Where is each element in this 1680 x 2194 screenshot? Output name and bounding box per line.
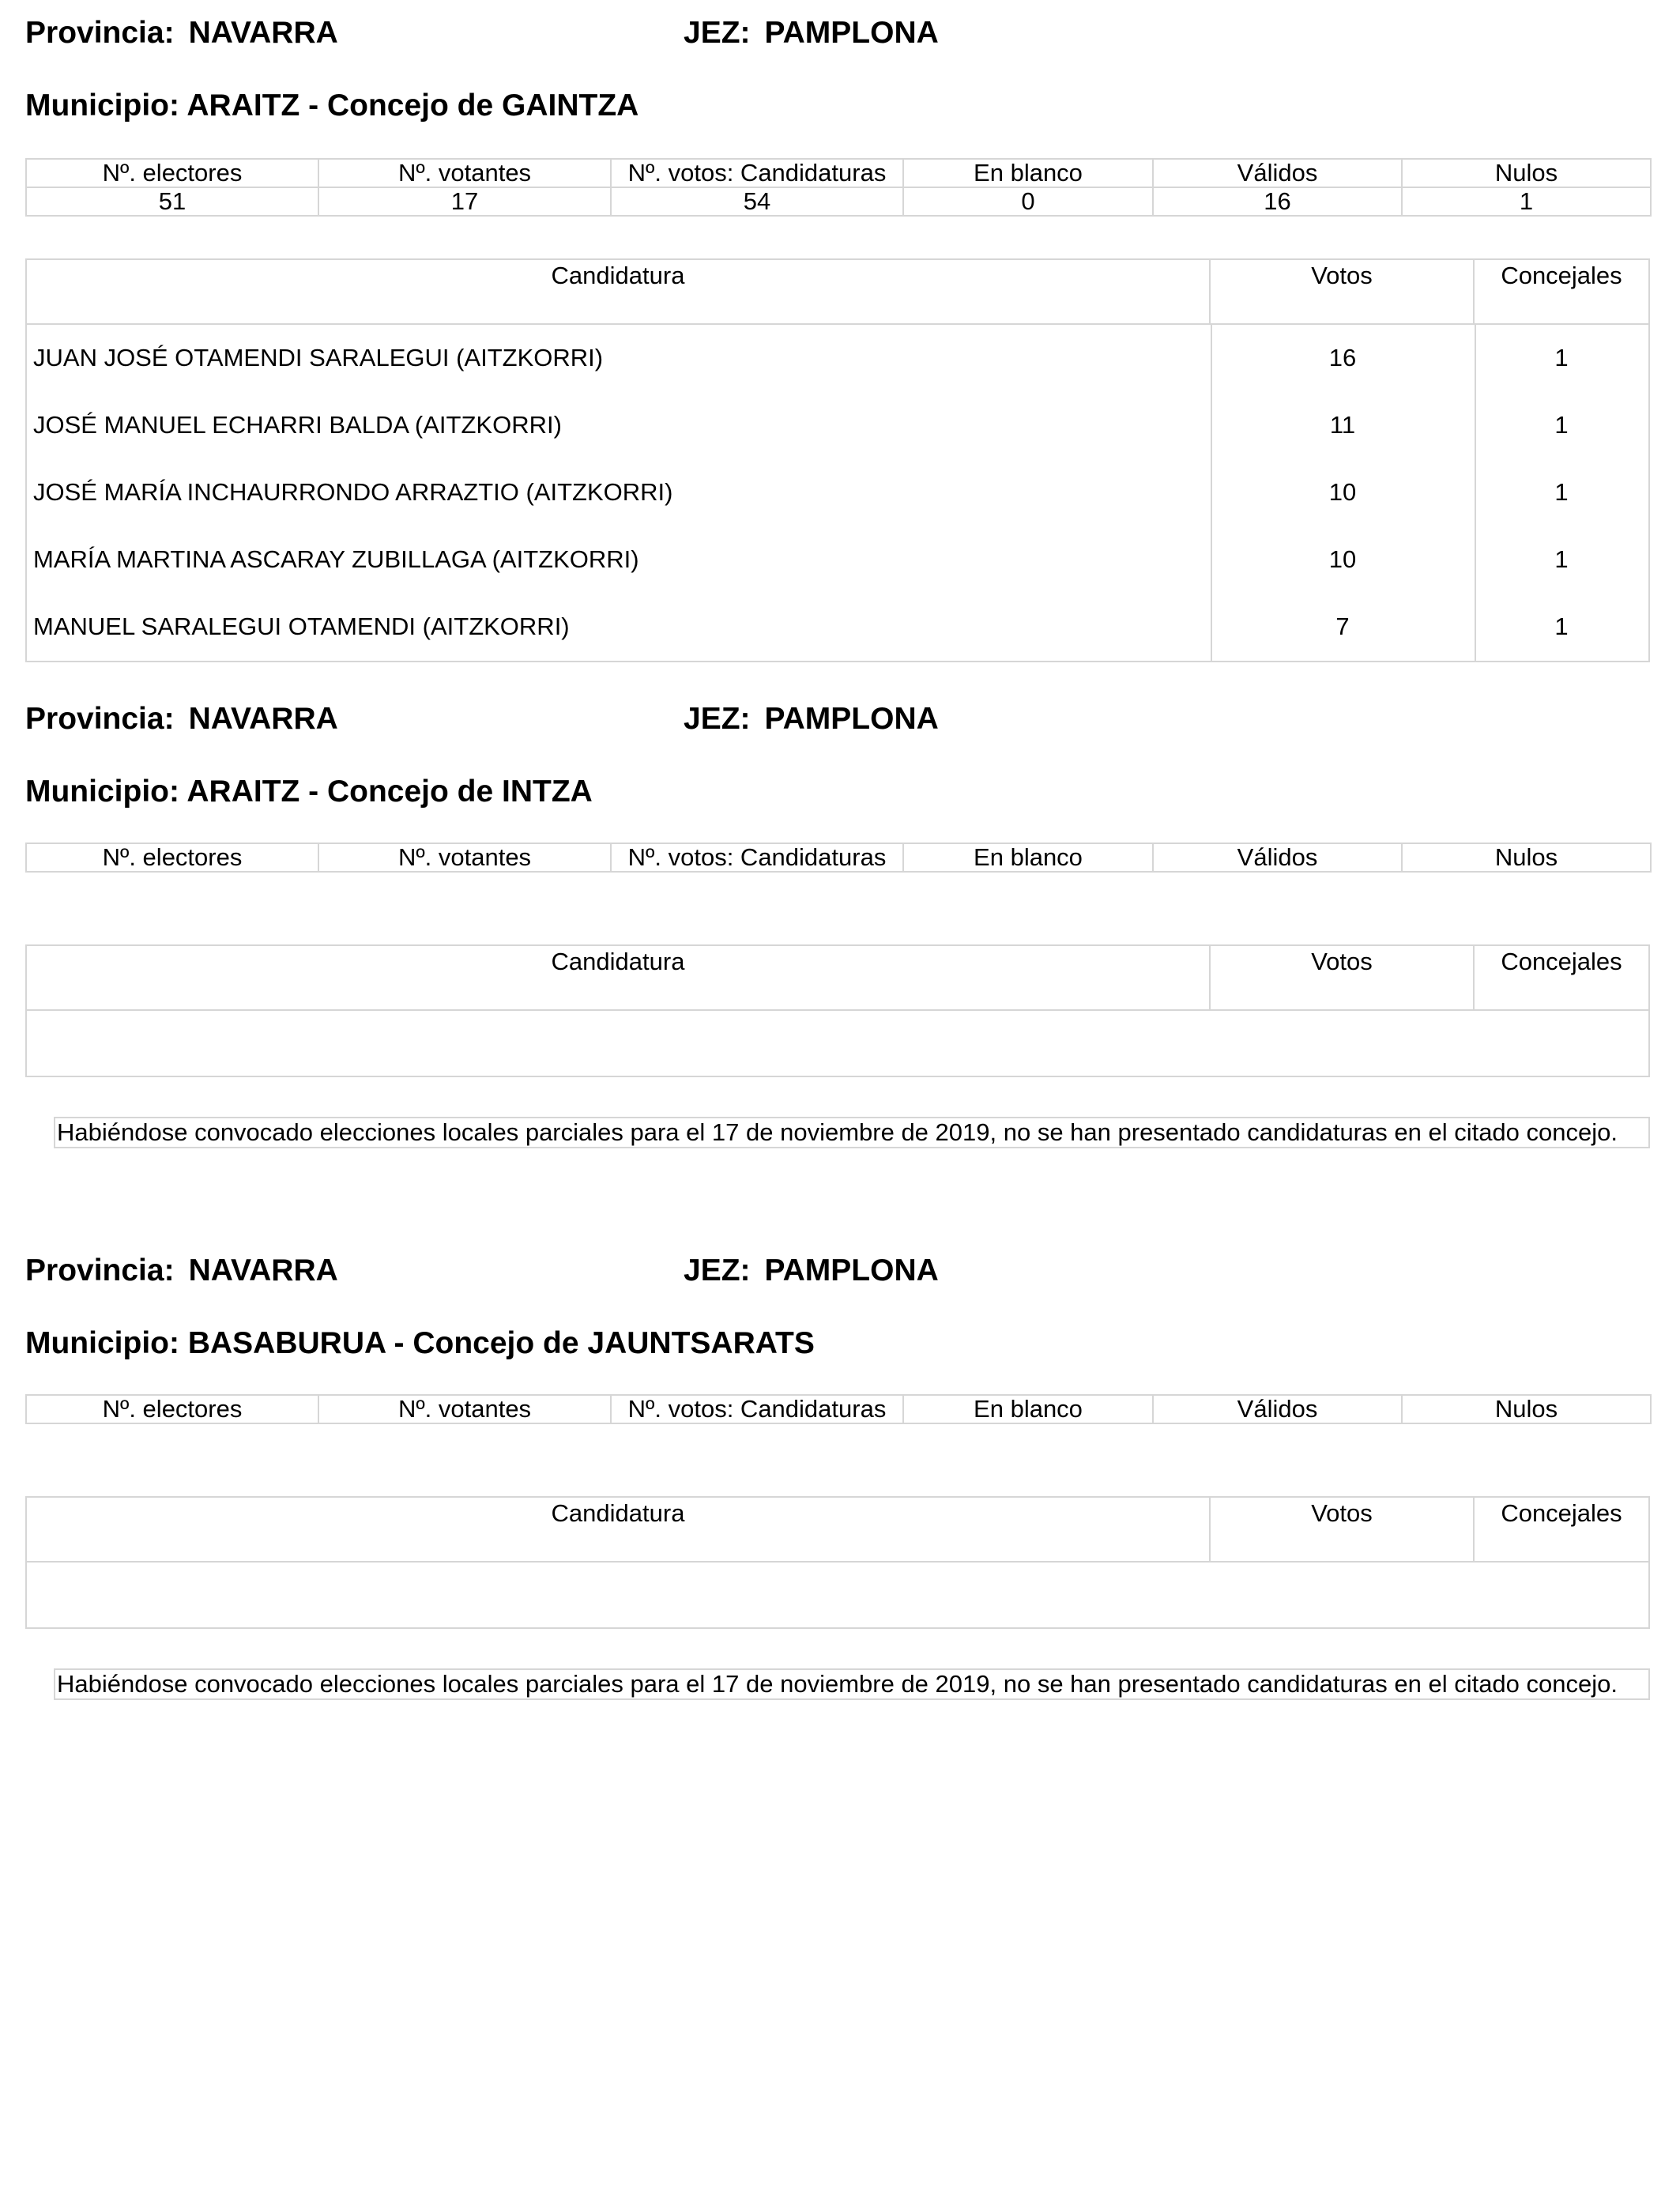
provincia-value: NAVARRA	[188, 16, 338, 50]
jez-value: PAMPLONA	[764, 16, 939, 50]
stats-header-cell: Nº. votos: Candidaturas	[611, 1395, 903, 1423]
stats-header-row	[26, 843, 1651, 872]
stats-value-cell: 54	[611, 187, 903, 216]
municipio-label: Municipio:	[25, 775, 179, 809]
jez-label: JEZ:	[684, 16, 751, 50]
candidates-table	[25, 1496, 1650, 1629]
candidate-votos: 11	[1329, 411, 1356, 439]
candidate-row	[27, 594, 1648, 661]
provincia-heading	[25, 702, 338, 737]
jez-heading	[684, 16, 939, 51]
stats-header-row	[26, 1395, 1651, 1423]
provincia-heading	[25, 16, 338, 51]
stats-header-cell: En blanco	[903, 843, 1153, 872]
candidate-row	[27, 325, 1648, 392]
candidate-votos: 7	[1335, 613, 1350, 640]
stats-header-cell: Nº. votantes	[318, 843, 611, 872]
section-intza	[25, 686, 1650, 1192]
votos-header: Votos	[1311, 1499, 1373, 1527]
candidate-row	[27, 392, 1648, 459]
stats-header-cell: Nº. votantes	[318, 1395, 611, 1423]
candidate-row	[27, 459, 1648, 526]
stats-table	[25, 158, 1652, 217]
municipio-label: Municipio:	[25, 89, 179, 123]
municipio-label: Municipio:	[25, 1326, 179, 1360]
candidates-body	[27, 325, 1648, 661]
stats-table	[25, 1394, 1652, 1424]
stats-header-cell: Válidos	[1153, 843, 1402, 872]
candidate-name: JOSÉ MARÍA INCHAURRONDO ARRAZTIO (AITZKORRI)	[33, 478, 673, 506]
candidate-votos: 16	[1328, 344, 1357, 371]
provincia-label: Provincia:	[25, 1253, 175, 1287]
municipio-value: BASABURUA - Concejo de JAUNTSARATS	[187, 1326, 815, 1360]
candidate-votos: 10	[1328, 545, 1357, 573]
stats-header-cell: Nº. votantes	[318, 159, 611, 187]
provincia-value: NAVARRA	[188, 1253, 338, 1287]
municipio-heading	[25, 775, 593, 809]
municipio-value: ARAITZ - Concejo de GAINTZA	[186, 89, 639, 123]
stats-value-cell: 1	[1402, 187, 1651, 216]
concejales-header: Concejales	[1501, 948, 1622, 975]
candidate-name: JUAN JOSÉ OTAMENDI SARALEGUI (AITZKORRI)	[33, 344, 604, 371]
jez-value: PAMPLONA	[764, 702, 939, 736]
candidates-header	[27, 946, 1648, 1011]
municipio-value: ARAITZ - Concejo de INTZA	[186, 775, 593, 809]
candidatura-header: Candidatura	[551, 948, 685, 975]
candidate-votos: 10	[1328, 478, 1357, 506]
stats-value-cell: 17	[318, 187, 611, 216]
stats-header-cell: Nº. electores	[26, 159, 318, 187]
stats-header-cell: Nº. votos: Candidaturas	[611, 159, 903, 187]
provincia-label: Provincia:	[25, 16, 175, 50]
provincia-heading	[25, 1253, 338, 1288]
stats-header-cell: En blanco	[903, 1395, 1153, 1423]
candidate-name: JOSÉ MANUEL ECHARRI BALDA (AITZKORRI)	[33, 411, 562, 439]
candidates-table	[25, 258, 1650, 662]
municipio-heading	[25, 89, 638, 123]
candidates-body-empty	[27, 1563, 1648, 1627]
jez-value: PAMPLONA	[764, 1253, 939, 1287]
provincia-value: NAVARRA	[188, 702, 338, 736]
votos-header: Votos	[1311, 262, 1373, 289]
candidate-concejales: 1	[1554, 545, 1569, 573]
stats-value-cell: 16	[1153, 187, 1402, 216]
stats-header-cell: Nulos	[1402, 843, 1651, 872]
jez-heading	[684, 1253, 939, 1288]
jez-label: JEZ:	[684, 1253, 751, 1287]
section-jauntsarats	[25, 1238, 1650, 1744]
no-candidates-note: Habiéndose convocado elecciones locales parciales para el 17 de noviembre de 2019, no se han presentado candidaturas en el citado concejo.	[54, 1668, 1650, 1700]
stats-header-cell: Nº. votos: Candidaturas	[611, 843, 903, 872]
stats-header-cell: Nulos	[1402, 1395, 1651, 1423]
stats-value-cell: 51	[26, 187, 318, 216]
candidatura-header: Candidatura	[551, 1499, 685, 1527]
votos-header: Votos	[1311, 948, 1373, 975]
jez-label: JEZ:	[684, 702, 751, 736]
provincia-label: Provincia:	[25, 702, 175, 736]
candidate-name: MANUEL SARALEGUI OTAMENDI (AITZKORRI)	[33, 613, 570, 640]
stats-header-cell: Válidos	[1153, 159, 1402, 187]
candidates-body-empty	[27, 1011, 1648, 1076]
stats-header-cell: Nº. electores	[26, 1395, 318, 1423]
candidate-row	[27, 526, 1648, 594]
candidate-concejales: 1	[1554, 478, 1569, 506]
candidate-concejales: 1	[1554, 613, 1569, 640]
candidate-concejales: 1	[1554, 344, 1569, 371]
no-candidates-note: Habiéndose convocado elecciones locales parciales para el 17 de noviembre de 2019, no se han presentado candidaturas en el citado concejo.	[54, 1117, 1650, 1148]
stats-header-cell: Válidos	[1153, 1395, 1402, 1423]
stats-value-cell: 0	[903, 187, 1153, 216]
jez-heading	[684, 702, 939, 737]
section-gaintza	[25, 0, 1650, 664]
stats-header-cell: Nº. electores	[26, 843, 318, 872]
stats-header-row	[26, 159, 1651, 187]
candidates-table	[25, 944, 1650, 1077]
stats-value-row	[26, 187, 1651, 216]
candidatura-header: Candidatura	[551, 262, 685, 289]
concejales-header: Concejales	[1501, 1499, 1622, 1527]
stats-header-cell: Nulos	[1402, 159, 1651, 187]
concejales-header: Concejales	[1501, 262, 1622, 289]
candidates-header	[27, 260, 1648, 325]
stats-header-cell: En blanco	[903, 159, 1153, 187]
municipio-heading	[25, 1326, 815, 1361]
candidates-header	[27, 1498, 1648, 1563]
candidate-concejales: 1	[1554, 411, 1569, 439]
candidate-name: MARÍA MARTINA ASCARAY ZUBILLAGA (AITZKORRI)	[33, 545, 639, 573]
stats-table	[25, 843, 1652, 873]
